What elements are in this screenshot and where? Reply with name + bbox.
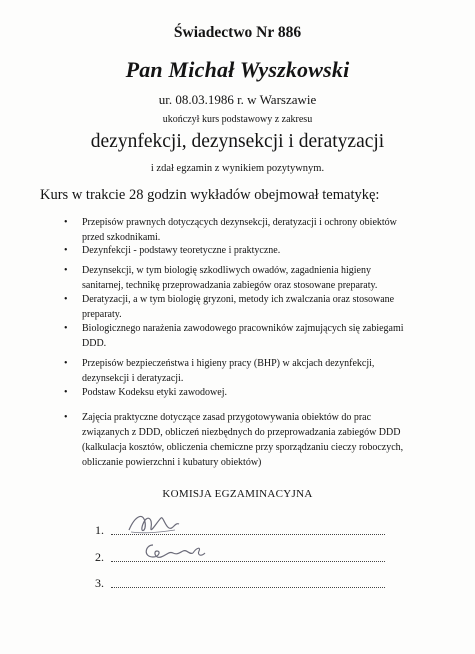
- topic-text-line: Zajęcia praktyczne dotyczące zasad przygotowywania obiektów do prac: [82, 412, 372, 423]
- course-name: dezynfekcji, dezynsekcji i deratyzacji: [90, 131, 385, 152]
- topic-text-line: Przepisów bezpieczeństwa i higieny pracy (BHP) w akcjach dezynfekcji,: [82, 358, 375, 369]
- signature-number: 3.: [95, 576, 104, 590]
- signature-row-3: [95, 571, 385, 591]
- topic-text-line: DDD.: [82, 338, 107, 349]
- topic-text-line: przed szkodnikami.: [82, 232, 161, 243]
- bullet-icon: •: [64, 245, 68, 256]
- topic-item: [62, 215, 432, 245]
- topic-text-line: Biologicznego narażenia zawodowego pracowników zajmujących się zabiegami: [82, 323, 404, 334]
- topic-item: [62, 321, 432, 351]
- bullet-icon: •: [64, 387, 68, 398]
- handwritten-signature-2: [139, 537, 209, 565]
- signature-line: [111, 587, 385, 588]
- bullet-icon: •: [64, 412, 68, 423]
- topics-intro: Kurs w trakcie 28 godzin wykładów obejmował tematykę:: [40, 187, 380, 203]
- certificate-title: Świadectwo Nr 886: [173, 24, 302, 41]
- bullet-icon: •: [64, 294, 68, 305]
- bullet-icon: •: [64, 323, 68, 334]
- topic-text-line: preparaty.: [82, 309, 122, 320]
- signature-row-2: [95, 545, 385, 565]
- signature-number: 1.: [95, 523, 104, 537]
- bullet-icon: •: [64, 217, 68, 228]
- topic-text-line: obliczanie powierzchni i kubatury obiektów): [82, 457, 262, 468]
- bullet-icon: •: [64, 265, 68, 276]
- topic-text-line: Przepisów prawnych dotyczących dezynsekcji, deratyzacji i ochrony obiektów: [82, 217, 397, 228]
- topic-item: [62, 385, 432, 400]
- topic-text-line: dezynsekcji i deratyzacji.: [82, 373, 184, 384]
- topic-item: [62, 263, 432, 293]
- topic-text-line: Deratyzacji, a w tym biologię gryzoni, metody ich zwalczania oraz stosowane: [82, 294, 395, 305]
- topic-text-line: Dezynfekcji - podstawy teoretyczne i praktyczne.: [82, 245, 281, 256]
- topic-item: [62, 243, 432, 258]
- commission-title: KOMISJA EGZAMINACYJNA: [162, 488, 313, 500]
- completion-statement: ukończył kurs podstawowy z zakresu: [162, 114, 313, 125]
- topic-item: [62, 292, 432, 322]
- topic-text-line: (kalkulacja kosztów, obliczenia chemiczne przy sporządzaniu cieczy roboczych,: [82, 442, 404, 453]
- topic-text-line: Podstaw Kodeksu etyki zawodowej.: [82, 387, 227, 398]
- signature-number: 2.: [95, 550, 104, 564]
- handwritten-signature-1: [125, 508, 185, 540]
- exam-result: i zdał egzamin z wynikiem pozytywnym.: [150, 163, 325, 174]
- topic-text-line: Dezynsekcji, w tym biologię szkodliwych owadów, zagadnienia higieny: [82, 265, 371, 276]
- topic-text-line: sanitarnej, technikę przeprowadzania zabiegów oraz stosowane preparaty.: [82, 280, 378, 291]
- signature-row-1: [95, 518, 385, 538]
- recipient-name: Pan Michał Wyszkowski: [125, 57, 350, 82]
- birth-info: ur. 08.03.1986 r. w Warszawie: [158, 92, 317, 107]
- topic-item: [62, 356, 432, 386]
- topic-item: [62, 410, 432, 470]
- bullet-icon: •: [64, 358, 68, 369]
- topic-text-line: związanych z DDD, obliczeń niezbędnych do przeprowadzania zabiegów DDD: [82, 427, 401, 438]
